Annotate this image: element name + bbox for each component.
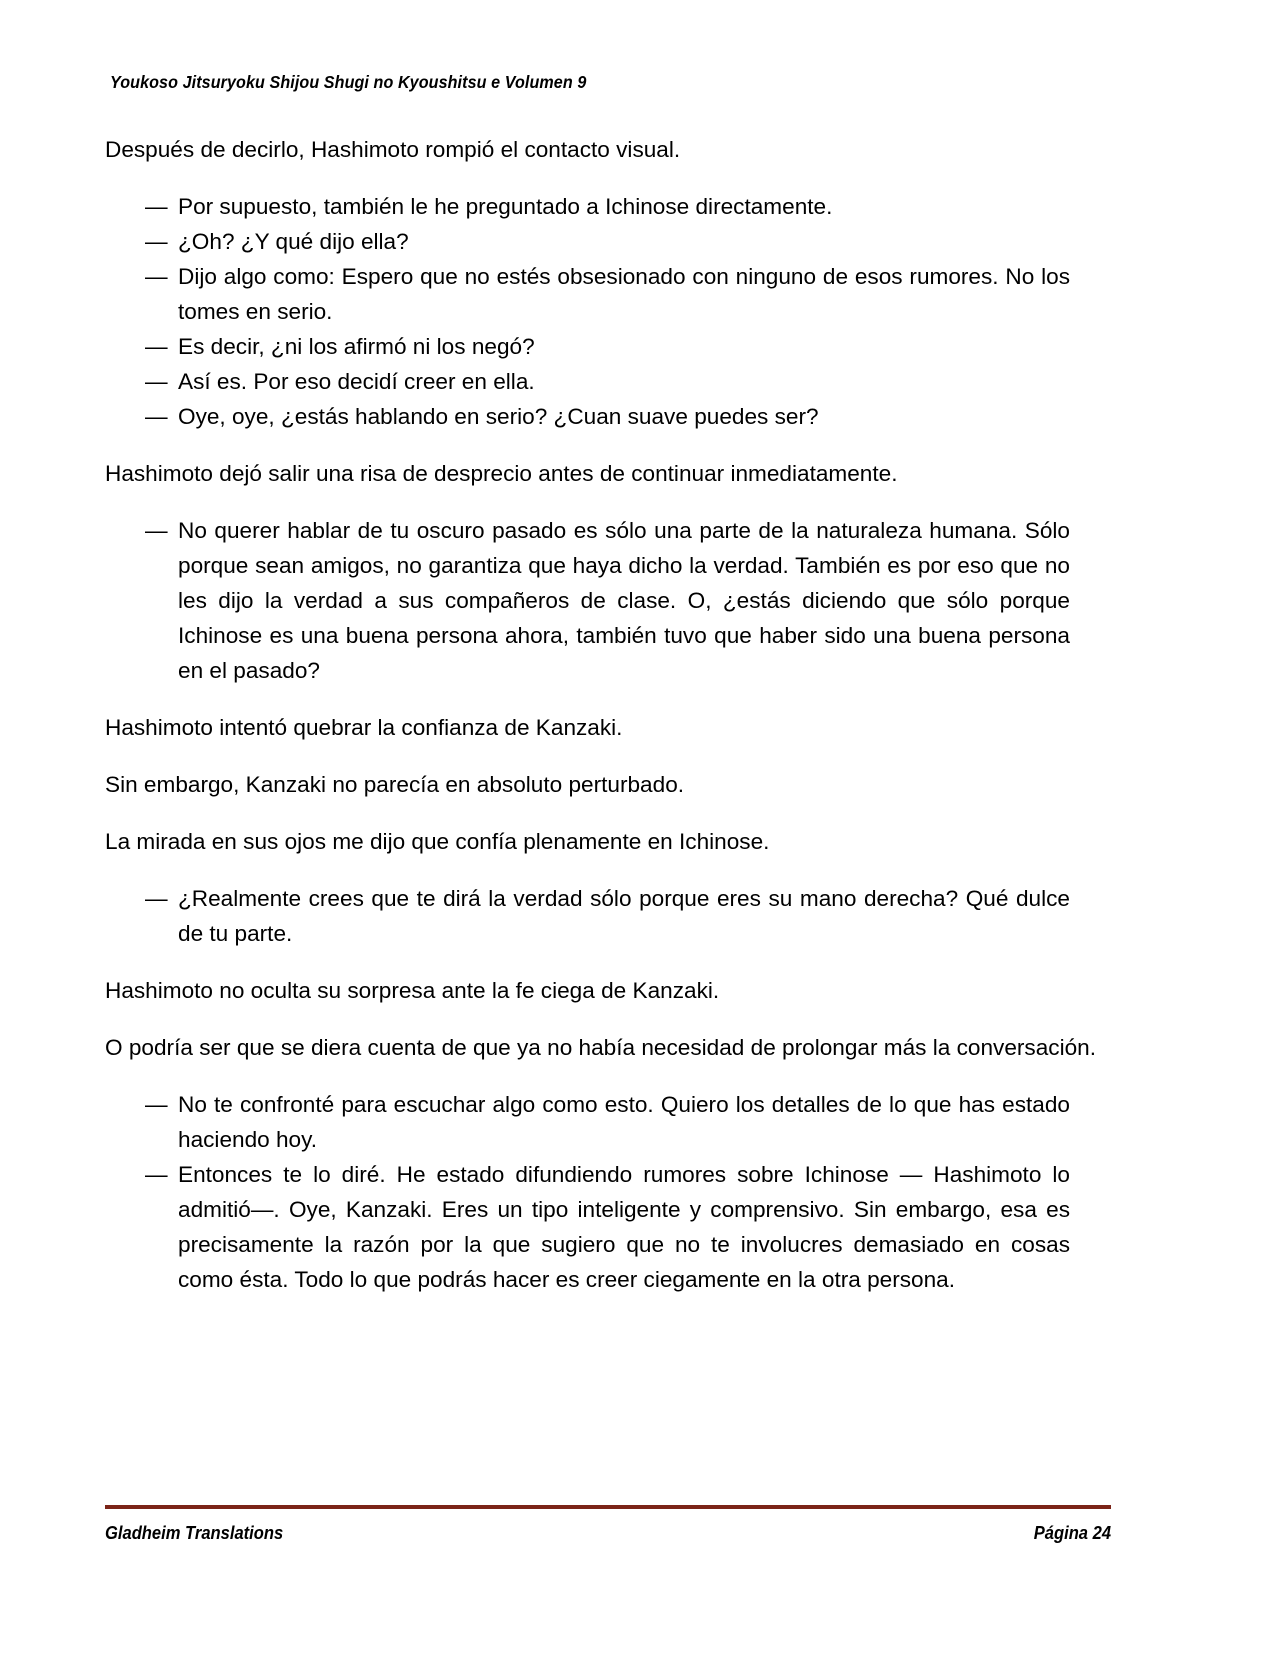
dialogue-text: Así es. Por eso decidí creer en ella.	[178, 369, 535, 394]
em-dash-marker: —	[145, 369, 168, 394]
footer-translator-credit: Gladheim Translations	[105, 1523, 284, 1543]
em-dash-marker: —	[145, 518, 168, 543]
em-dash-marker: —	[145, 1162, 168, 1187]
dialogue-text: No querer hablar de tu oscuro pasado es sólo una parte de la naturaleza humana. Sólo porque sean amigos, no garantiza que haya dicho la verdad. También es por eso que no les dijo la verdad a sus compañeros de clase. O, ¿estás diciendo que sólo porque Ichinose es una buena persona ahora, también tuvo que haber sido una buena persona en el pasado?	[178, 518, 1070, 683]
dialogue-text: Oye, oye, ¿estás hablando en serio? ¿Cuan suave puedes ser?	[178, 404, 819, 429]
dialogue-line	[145, 1157, 1070, 1297]
dialogue-text: Por supuesto, también le he preguntado a Ichinose directamente.	[178, 194, 833, 219]
footer-divider	[105, 1505, 1111, 1509]
dialogue-text: Dijo algo como: Espero que no estés obsesionado con ninguno de esos rumores. No los tomes en serio.	[178, 264, 1070, 324]
dialogue-line	[145, 189, 1070, 224]
body-paragraph: Después de decirlo, Hashimoto rompió el contacto visual.	[105, 137, 681, 162]
dialogue-line	[145, 881, 1070, 951]
body-paragraph: Hashimoto no oculta su sorpresa ante la fe ciega de Kanzaki.	[105, 978, 720, 1003]
dialogue-block	[105, 189, 1070, 434]
dialogue-line	[145, 329, 1070, 364]
footer-page-number: Página 24	[1033, 1523, 1111, 1543]
dialogue-line	[145, 364, 1070, 399]
em-dash-marker: —	[145, 334, 168, 359]
dialogue-text: ¿Oh? ¿Y qué dijo ella?	[178, 229, 409, 254]
dialogue-text: Es decir, ¿ni los afirmó ni los negó?	[178, 334, 535, 359]
dialogue-block	[105, 513, 1070, 688]
dialogue-text: No te confronté para escuchar algo como esto. Quiero los detalles de lo que has estado haciendo hoy.	[178, 1092, 1070, 1152]
dialogue-block	[105, 881, 1070, 951]
dialogue-text: ¿Realmente crees que te dirá la verdad sólo porque eres su mano derecha? Qué dulce de tu parte.	[178, 886, 1070, 946]
em-dash-marker: —	[145, 194, 168, 219]
dialogue-line	[145, 1087, 1070, 1157]
body-paragraph: La mirada en sus ojos me dijo que confía plenamente en Ichinose.	[105, 829, 770, 854]
em-dash-marker: —	[145, 264, 168, 289]
em-dash-marker: —	[145, 1092, 168, 1117]
dialogue-line	[145, 399, 1070, 434]
running-head-title: Youkoso Jitsuryoku Shijou Shugi no Kyoushitsu e Volumen 9	[110, 72, 587, 92]
dialogue-text: Entonces te lo diré. He estado difundiendo rumores sobre Ichinose — Hashimoto lo admitió—. Oye, Kanzaki. Eres un tipo inteligente y comprensivo. Sin embargo, esa es precisamente la razón por la que sugiero que no te involucres demasiado en cosas como ésta. Todo lo que podrás hacer es creer ciegamente en la otra persona.	[178, 1162, 1070, 1292]
dialogue-line	[145, 513, 1070, 688]
page-body	[105, 132, 1110, 1319]
dialogue-line	[145, 224, 1070, 259]
body-paragraph: Sin embargo, Kanzaki no parecía en absoluto perturbado.	[105, 772, 685, 797]
em-dash-marker: —	[145, 404, 168, 429]
em-dash-marker: —	[145, 229, 168, 254]
page-footer	[105, 1521, 1111, 1551]
em-dash-marker: —	[145, 886, 168, 911]
dialogue-line	[145, 259, 1070, 329]
body-paragraph: Hashimoto intentó quebrar la confianza de Kanzaki.	[105, 715, 623, 740]
dialogue-block	[105, 1087, 1070, 1297]
body-paragraph: Hashimoto dejó salir una risa de desprecio antes de continuar inmediatamente.	[105, 461, 898, 486]
body-paragraph: O podría ser que se diera cuenta de que ya no había necesidad de prolongar más la conversación.	[105, 1035, 1097, 1060]
